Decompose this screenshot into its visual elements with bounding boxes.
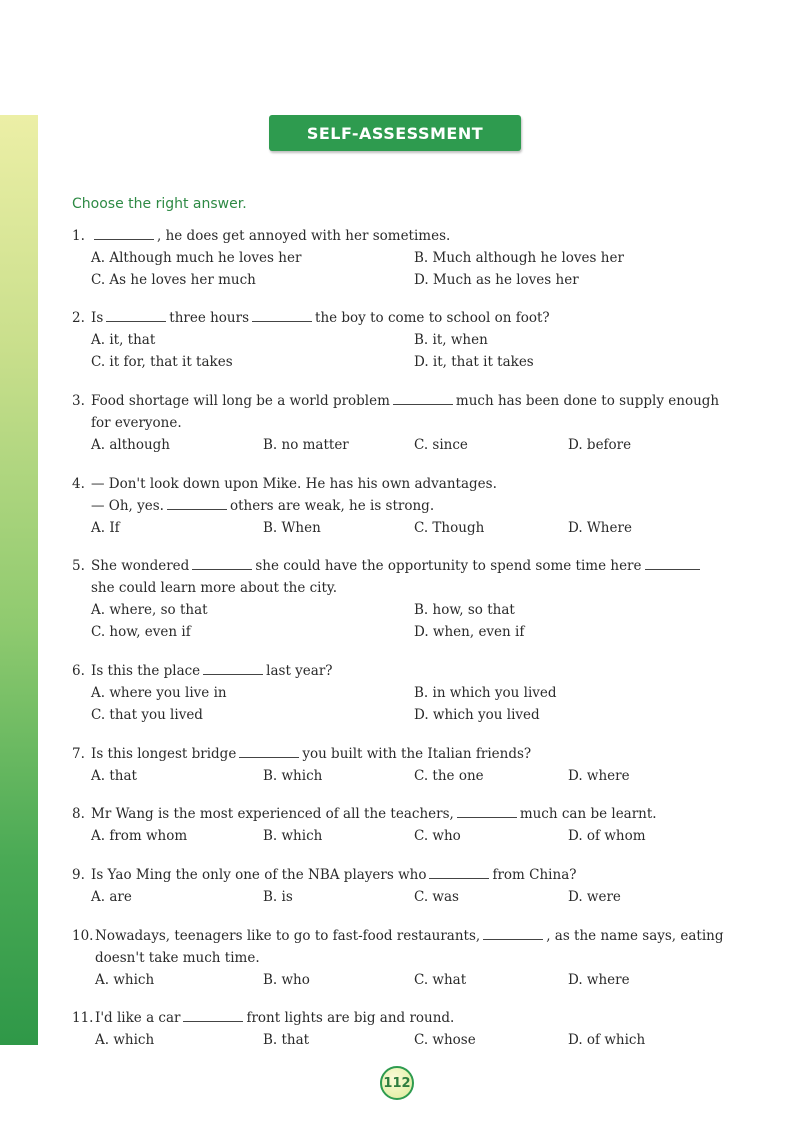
option-c[interactable]: C. that you lived xyxy=(91,707,203,723)
question-number: 3. xyxy=(72,393,85,409)
question-stem: Mr Wang is the most experienced of all the teachers, much can be learnt. xyxy=(91,806,657,822)
option-a[interactable]: A. although xyxy=(91,437,170,453)
question-number: 9. xyxy=(72,867,85,883)
options-row xyxy=(91,599,723,621)
page-number: 112 xyxy=(380,1066,414,1100)
options-row xyxy=(91,351,723,373)
option-c[interactable]: C. the one xyxy=(414,768,484,784)
option-c[interactable]: C. since xyxy=(414,437,468,453)
option-c[interactable]: C. Though xyxy=(414,520,485,536)
question-6 xyxy=(72,660,723,726)
option-c[interactable]: C. it for, that it takes xyxy=(91,354,233,370)
question-1 xyxy=(72,225,723,291)
option-b[interactable]: B. in which you lived xyxy=(414,685,557,701)
question-stem: Is Yao Ming the only one of the NBA players who from China? xyxy=(91,867,577,883)
option-d[interactable]: D. which you lived xyxy=(414,707,540,723)
question-number: 7. xyxy=(72,746,85,762)
answer-blank[interactable] xyxy=(167,497,227,510)
option-a[interactable]: A. where you live in xyxy=(91,685,227,701)
option-a[interactable]: A. are xyxy=(91,889,132,905)
question-9 xyxy=(72,864,723,908)
options-row xyxy=(91,621,723,643)
option-d[interactable]: D. of which xyxy=(568,1032,646,1048)
option-b[interactable]: B. When xyxy=(263,520,321,536)
option-b[interactable]: B. that xyxy=(263,1032,310,1048)
option-b[interactable]: B. it, when xyxy=(414,332,488,348)
answer-blank[interactable] xyxy=(239,745,299,758)
option-c[interactable]: C. who xyxy=(414,828,461,844)
question-number: 5. xyxy=(72,558,85,574)
option-b[interactable]: B. no matter xyxy=(263,437,349,453)
question-stem: Is this the place last year? xyxy=(91,663,333,679)
option-a[interactable]: A. from whom xyxy=(91,828,188,844)
question-stem: She wondered she could have the opportunity to spend some time hereshe could learn more about the city. xyxy=(91,555,723,599)
answer-blank[interactable] xyxy=(183,1009,243,1022)
options-row xyxy=(91,329,723,351)
option-d[interactable]: D. where xyxy=(568,768,630,784)
answer-blank[interactable] xyxy=(483,927,543,940)
options-row xyxy=(95,1029,727,1051)
option-d[interactable]: D. before xyxy=(568,437,632,453)
options-row xyxy=(95,969,727,991)
option-b[interactable]: B. which xyxy=(263,768,323,784)
option-a[interactable]: A. which xyxy=(95,1032,155,1048)
question-number: 1. xyxy=(72,228,85,244)
option-d[interactable]: D. it, that it takes xyxy=(414,354,534,370)
question-number: 8. xyxy=(72,806,85,822)
question-stem: — Don't look down upon Mike. He has his own advantages. — Oh, yes. others are weak, he is strong. xyxy=(91,476,497,514)
question-7 xyxy=(72,743,723,787)
option-d[interactable]: D. Much as he loves her xyxy=(414,272,579,288)
question-8 xyxy=(72,803,723,847)
option-d[interactable]: D. were xyxy=(568,889,621,905)
question-stem: I'd like a car front lights are big and round. xyxy=(95,1010,455,1026)
question-stem: Is three hours the boy to come to school on foot? xyxy=(91,310,550,326)
question-2 xyxy=(72,307,723,373)
question-number: 4. xyxy=(72,476,85,492)
question-stem: Is this longest bridge you built with the Italian friends? xyxy=(91,746,532,762)
question-stem: Food shortage will long be a world problem much has been done to supply enough for everyone. xyxy=(91,393,720,431)
option-a[interactable]: A. it, that xyxy=(91,332,156,348)
option-d[interactable]: D. when, even if xyxy=(414,624,525,640)
answer-blank[interactable] xyxy=(429,866,489,879)
option-d[interactable]: D. where xyxy=(568,972,630,988)
answer-blank[interactable] xyxy=(203,662,263,675)
question-number: 6. xyxy=(72,663,85,679)
option-c[interactable]: C. whose xyxy=(414,1032,476,1048)
option-c[interactable]: C. what xyxy=(414,972,467,988)
options-row xyxy=(91,434,723,456)
options-row xyxy=(91,765,723,787)
question-number: 2. xyxy=(72,310,85,326)
option-b[interactable]: B. who xyxy=(263,972,310,988)
option-c[interactable]: C. how, even if xyxy=(91,624,191,640)
option-a[interactable]: A. that xyxy=(91,768,137,784)
options-row xyxy=(91,269,723,291)
question-stem: , he does get annoyed with her sometimes. xyxy=(91,225,723,247)
option-c[interactable]: C. As he loves her much xyxy=(91,272,256,288)
question-11 xyxy=(72,1007,727,1051)
decorative-side-bar xyxy=(0,115,38,1045)
options-row xyxy=(91,825,723,847)
answer-blank[interactable] xyxy=(192,557,252,570)
options-row xyxy=(91,247,723,269)
question-number: 11. xyxy=(72,1010,94,1026)
option-c[interactable]: C. was xyxy=(414,889,459,905)
options-row xyxy=(91,886,723,908)
option-d[interactable]: D. Where xyxy=(568,520,632,536)
option-b[interactable]: B. how, so that xyxy=(414,602,515,618)
question-4 xyxy=(72,473,723,539)
option-a[interactable]: A. If xyxy=(91,520,120,536)
instruction-text: Choose the right answer. xyxy=(72,196,247,212)
question-5 xyxy=(72,555,723,643)
answer-blank[interactable] xyxy=(393,392,453,405)
question-3 xyxy=(72,390,723,456)
section-title: SELF-ASSESSMENT xyxy=(269,115,521,151)
option-d[interactable]: D. of whom xyxy=(568,828,646,844)
option-a[interactable]: A. Although much he loves her xyxy=(91,250,302,266)
option-a[interactable]: A. which xyxy=(95,972,155,988)
option-b[interactable]: B. is xyxy=(263,889,293,905)
answer-blank[interactable] xyxy=(94,227,154,240)
answer-blank[interactable] xyxy=(457,805,517,818)
option-a[interactable]: A. where, so that xyxy=(91,602,208,618)
answer-blank[interactable] xyxy=(645,557,700,570)
option-b[interactable]: B. Much although he loves her xyxy=(414,250,624,266)
answer-blank[interactable] xyxy=(252,309,312,322)
options-row xyxy=(91,704,723,726)
question-number: 10. xyxy=(72,928,94,944)
question-stem: Nowadays, teenagers like to go to fast-food restaurants, , as the name says, eating doesn't take much time. xyxy=(95,928,724,966)
option-b[interactable]: B. which xyxy=(263,828,323,844)
question-10 xyxy=(72,925,727,991)
options-row xyxy=(91,517,723,539)
answer-blank[interactable] xyxy=(106,309,166,322)
options-row xyxy=(91,682,723,704)
